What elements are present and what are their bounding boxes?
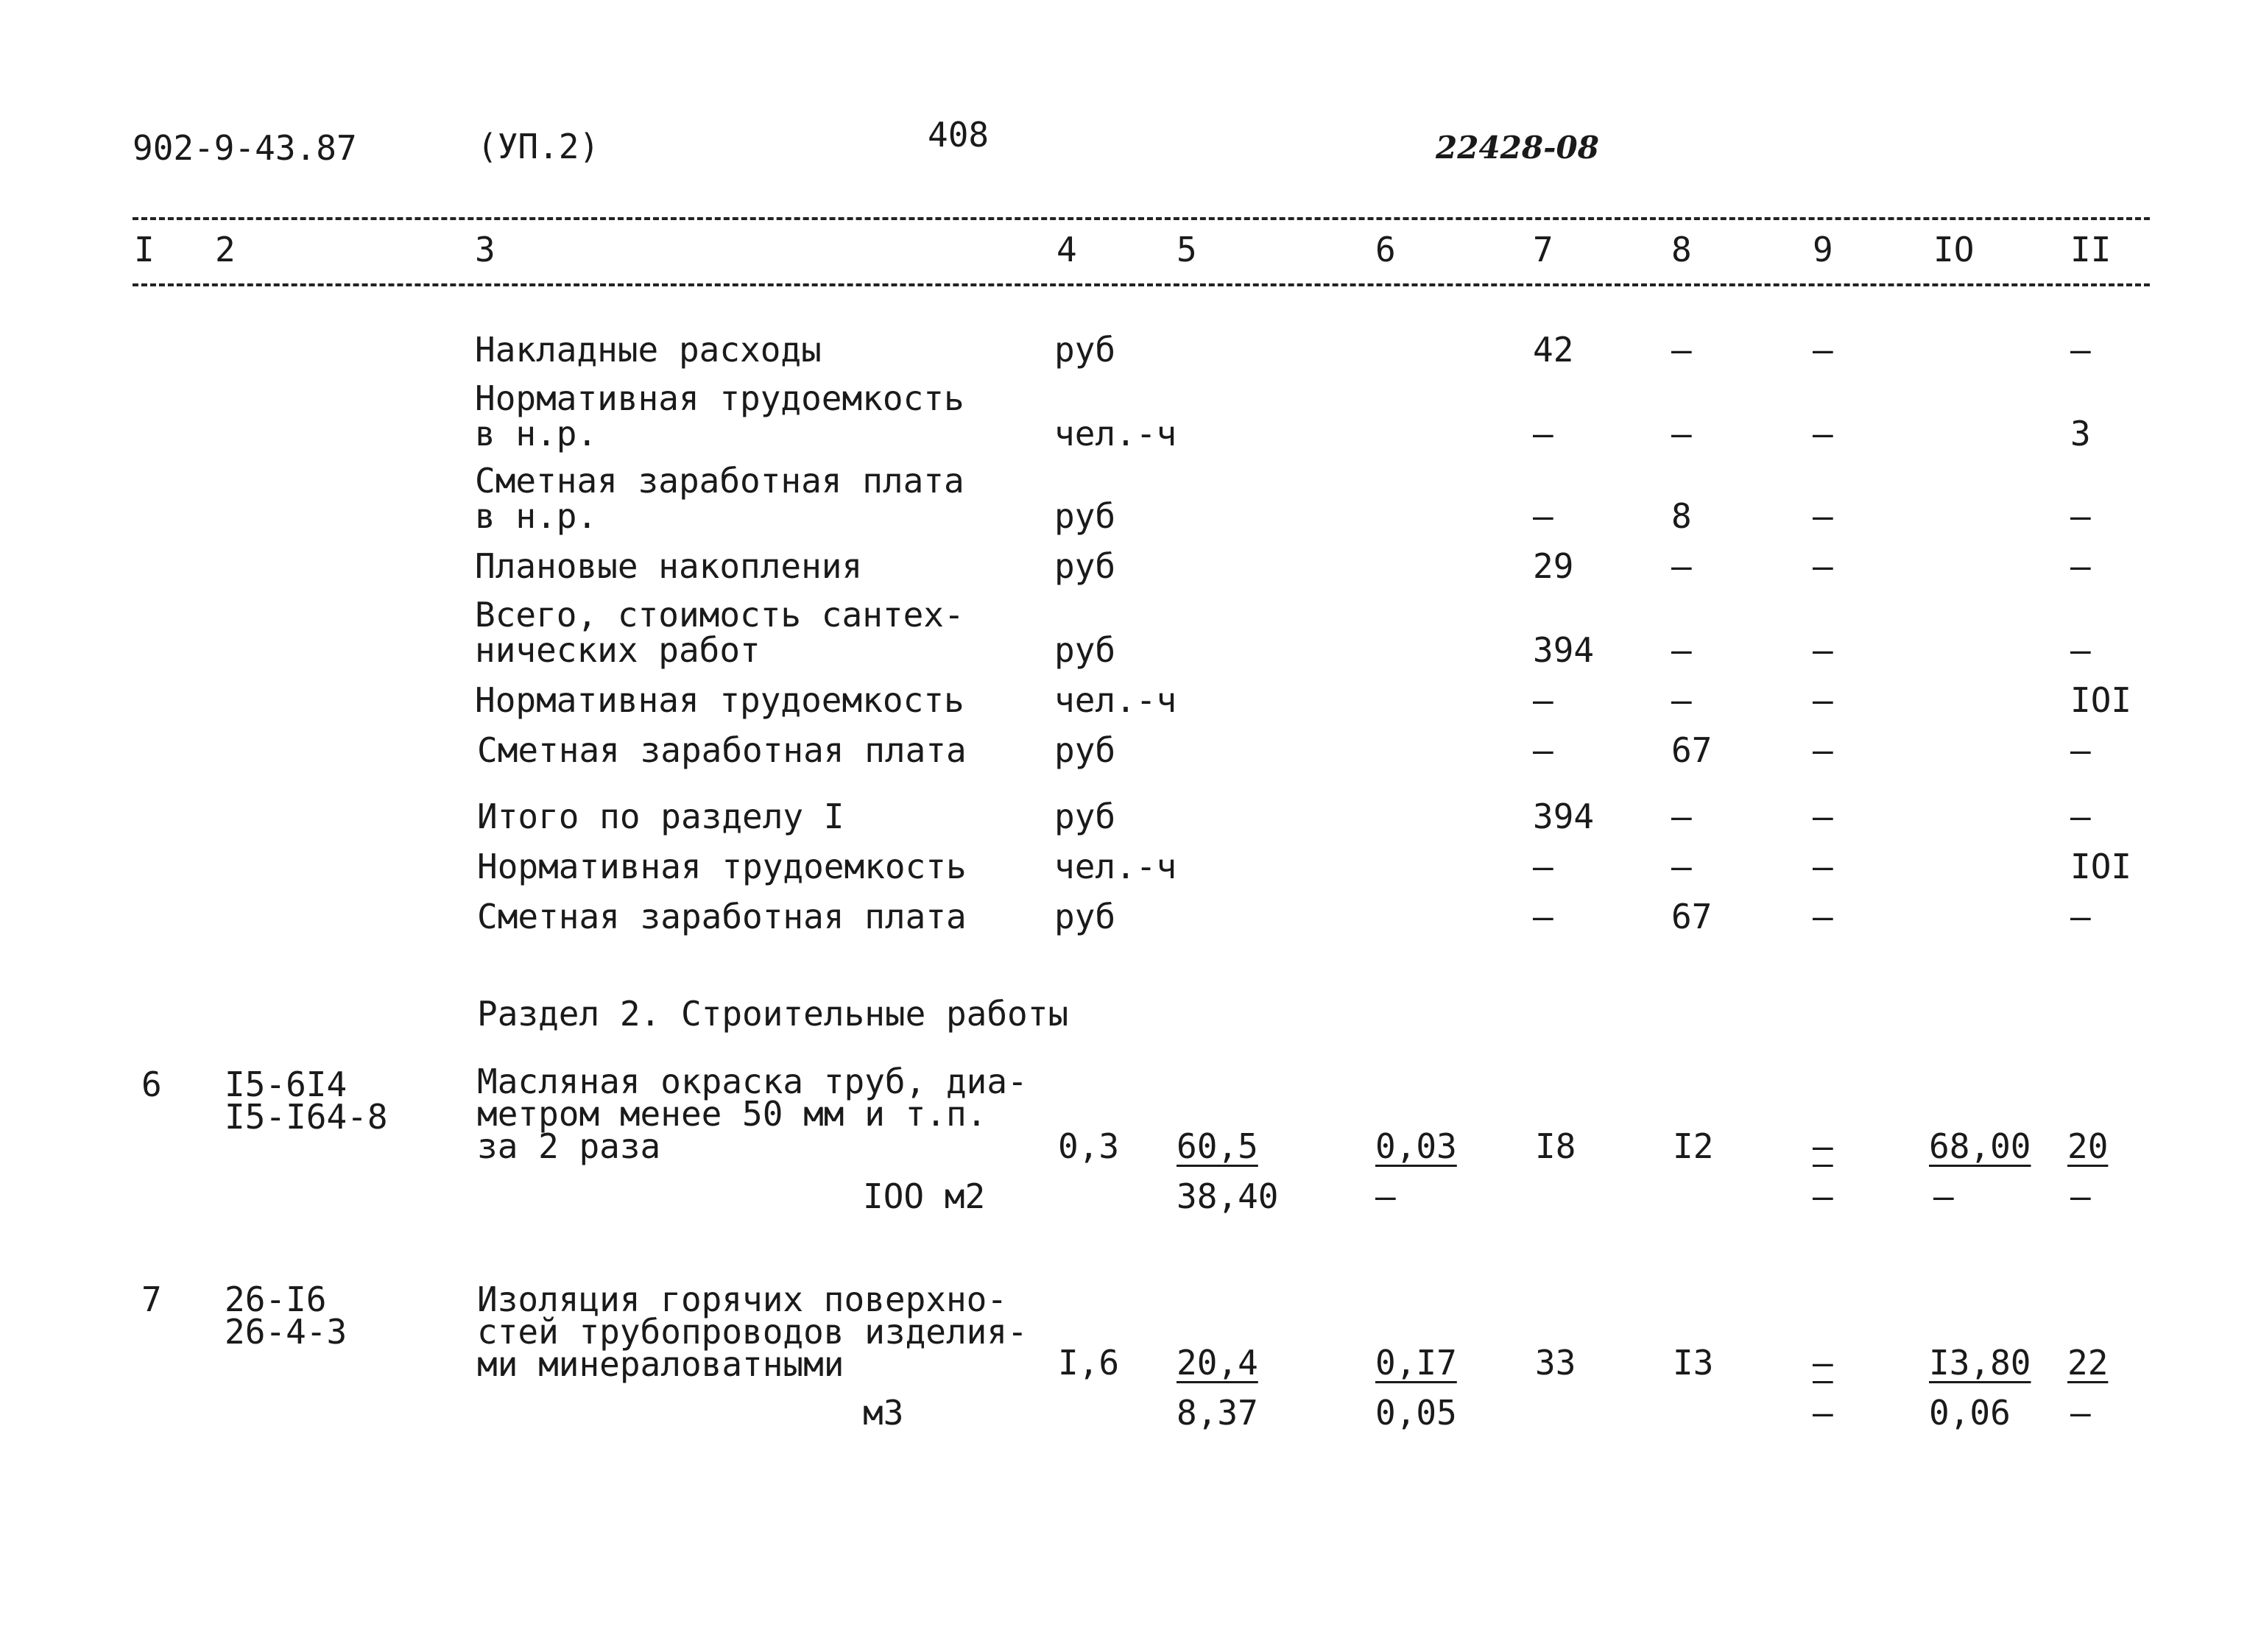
cell-col9-bottom: – (1813, 1393, 1833, 1433)
col-header-2: 2 (215, 230, 236, 269)
item-description-cont: за 2 раза (477, 1126, 661, 1166)
item-description-cont: ми минераловатными (477, 1344, 844, 1384)
row-label: Всего, стоимость сантех- (475, 595, 964, 635)
cell-col11: – (2070, 897, 2091, 936)
row-label-cont: нических работ (475, 630, 761, 670)
cell-col11: – (2070, 730, 2091, 770)
cell-col8: – (1671, 546, 1692, 586)
cell-col8: 67 (1671, 730, 1712, 770)
cell-col8: I3 (1673, 1343, 1714, 1383)
page-number: 408 (928, 115, 990, 155)
item-description-cont: метром менее 50 мм и т.п. (477, 1094, 987, 1134)
row-label: Сметная заработная плата (475, 461, 964, 501)
row-label-cont: в н.р. (475, 414, 598, 453)
row-unit: руб (1054, 496, 1116, 536)
row-label: Нормативная трудоемкость (475, 680, 964, 720)
cell-col6-top: 0,I7 (1375, 1343, 1457, 1383)
item-description: Изоляция горячих поверхно- (477, 1279, 1008, 1319)
cell-col5-bottom: 38,40 (1177, 1176, 1279, 1216)
cell-col11: IOI (2070, 847, 2132, 886)
cell-col9: – (1813, 797, 1833, 836)
cell-col7: – (1533, 496, 1553, 536)
cell-col8: – (1671, 630, 1692, 670)
cell-col9: – (1813, 414, 1833, 453)
cell-col7: – (1533, 680, 1553, 720)
cell-col9: – (1813, 496, 1833, 536)
row-label-cont: в н.р. (475, 496, 598, 536)
cell-col6-top: 0,03 (1375, 1126, 1457, 1166)
col-header-9: 9 (1813, 230, 1833, 269)
handwritten-number: 22428-08 (1436, 130, 1599, 166)
cell-col7: 33 (1535, 1343, 1576, 1383)
cell-col11-top: 22 (2067, 1343, 2109, 1383)
cell-col9: – (1813, 680, 1833, 720)
cell-col9: – (1813, 330, 1833, 370)
item-code-alt: I5-I64-8 (225, 1097, 388, 1137)
row-unit: руб (1054, 630, 1116, 670)
cell-col7: – (1533, 897, 1553, 936)
item-description: Масляная окраска труб, диа- (477, 1062, 1028, 1101)
cell-col9-top: – (1813, 1343, 1833, 1383)
cell-col11: 3 (2070, 414, 2091, 453)
cell-col7: – (1533, 730, 1553, 770)
cell-col8: – (1671, 680, 1692, 720)
cell-col7: 29 (1533, 546, 1574, 586)
cell-col11: – (2070, 546, 2091, 586)
cell-col11-bottom: – (2070, 1393, 2091, 1433)
row-unit: руб (1054, 546, 1116, 586)
cell-col7: – (1533, 847, 1553, 886)
col-header-11: II (2070, 230, 2112, 269)
cell-col11-top: 20 (2067, 1126, 2109, 1166)
cell-col9: – (1813, 730, 1833, 770)
row-label: Нормативная трудоемкость (475, 378, 964, 418)
cell-col8: 8 (1671, 496, 1692, 536)
cell-col11: IOI (2070, 680, 2132, 720)
cell-col9-bottom: – (1813, 1176, 1833, 1216)
album-code: (УП.2) (477, 127, 600, 166)
cell-col8: – (1671, 414, 1692, 453)
cell-col9: – (1813, 847, 1833, 886)
col-header-6: 6 (1375, 230, 1396, 269)
row-unit: чел.-ч (1054, 414, 1177, 453)
row-label: Сметная заработная плата (477, 730, 967, 770)
cell-col11: – (2070, 330, 2091, 370)
item-quantity: 0,3 (1058, 1126, 1120, 1166)
header-rule-bottom (133, 283, 2150, 286)
item-code-alt: 26-4-3 (225, 1312, 348, 1352)
col-header-4: 4 (1057, 230, 1077, 269)
row-label: Накладные расходы (475, 330, 822, 370)
row-label: Итого по разделу I (477, 797, 844, 836)
cell-col6-bottom: – (1375, 1176, 1396, 1216)
cell-col10-bottom: – (1933, 1176, 1954, 1216)
item-code: 26-I6 (225, 1279, 327, 1319)
document-number: 902-9-43.87 (133, 128, 357, 168)
item-description-cont: стей трубопроводов изделия- (477, 1312, 1028, 1352)
cell-col9: – (1813, 897, 1833, 936)
row-label: Плановые накопления (475, 546, 863, 586)
item-number: 6 (141, 1065, 162, 1104)
cell-col8: 67 (1671, 897, 1712, 936)
cell-col11-bottom: – (2070, 1176, 2091, 1216)
cell-col11: – (2070, 797, 2091, 836)
cell-col8: – (1671, 847, 1692, 886)
row-label: Сметная заработная плата (477, 897, 967, 936)
row-unit: руб (1054, 730, 1116, 770)
row-unit: чел.-ч (1054, 847, 1177, 886)
cell-col7: 394 (1533, 630, 1595, 670)
cell-col9-top: – (1813, 1126, 1833, 1166)
cell-col7: I8 (1535, 1126, 1576, 1166)
item-quantity: I,6 (1058, 1343, 1120, 1383)
cell-col8: I2 (1673, 1126, 1714, 1166)
cell-col5-top: 60,5 (1177, 1126, 1258, 1166)
row-label: Нормативная трудоемкость (477, 847, 967, 886)
header-rule-top (133, 217, 2150, 220)
section-title: Раздел 2. Строительные работы (477, 994, 1069, 1034)
cell-col9: – (1813, 546, 1833, 586)
cell-col5-bottom: 8,37 (1177, 1393, 1258, 1433)
cell-col8: – (1671, 330, 1692, 370)
cell-col8: – (1671, 797, 1692, 836)
cell-col10-top: I3,80 (1929, 1343, 2031, 1383)
col-header-3: 3 (475, 230, 495, 269)
cell-col7: – (1533, 414, 1553, 453)
cell-col6-bottom: 0,05 (1375, 1393, 1457, 1433)
cell-col11: – (2070, 630, 2091, 670)
col-header-5: 5 (1177, 230, 1197, 269)
cell-col5-top: 20,4 (1177, 1343, 1258, 1383)
item-code: I5-6I4 (225, 1065, 348, 1104)
item-unit: м3 (863, 1393, 904, 1433)
col-header-7: 7 (1533, 230, 1553, 269)
row-unit: чел.-ч (1054, 680, 1177, 720)
row-unit: руб (1054, 330, 1116, 370)
col-header-8: 8 (1671, 230, 1692, 269)
item-number: 7 (141, 1279, 162, 1319)
cell-col10-bottom: 0,06 (1929, 1393, 2011, 1433)
cell-col9: – (1813, 630, 1833, 670)
col-header-10: IO (1933, 230, 1975, 269)
row-unit: руб (1054, 897, 1116, 936)
row-unit: руб (1054, 797, 1116, 836)
cell-col10-top: 68,00 (1929, 1126, 2031, 1166)
cell-col7: 42 (1533, 330, 1574, 370)
col-header-1: I (134, 230, 155, 269)
cell-col7: 394 (1533, 797, 1595, 836)
item-unit: IOO м2 (863, 1176, 986, 1216)
cell-col11: – (2070, 496, 2091, 536)
